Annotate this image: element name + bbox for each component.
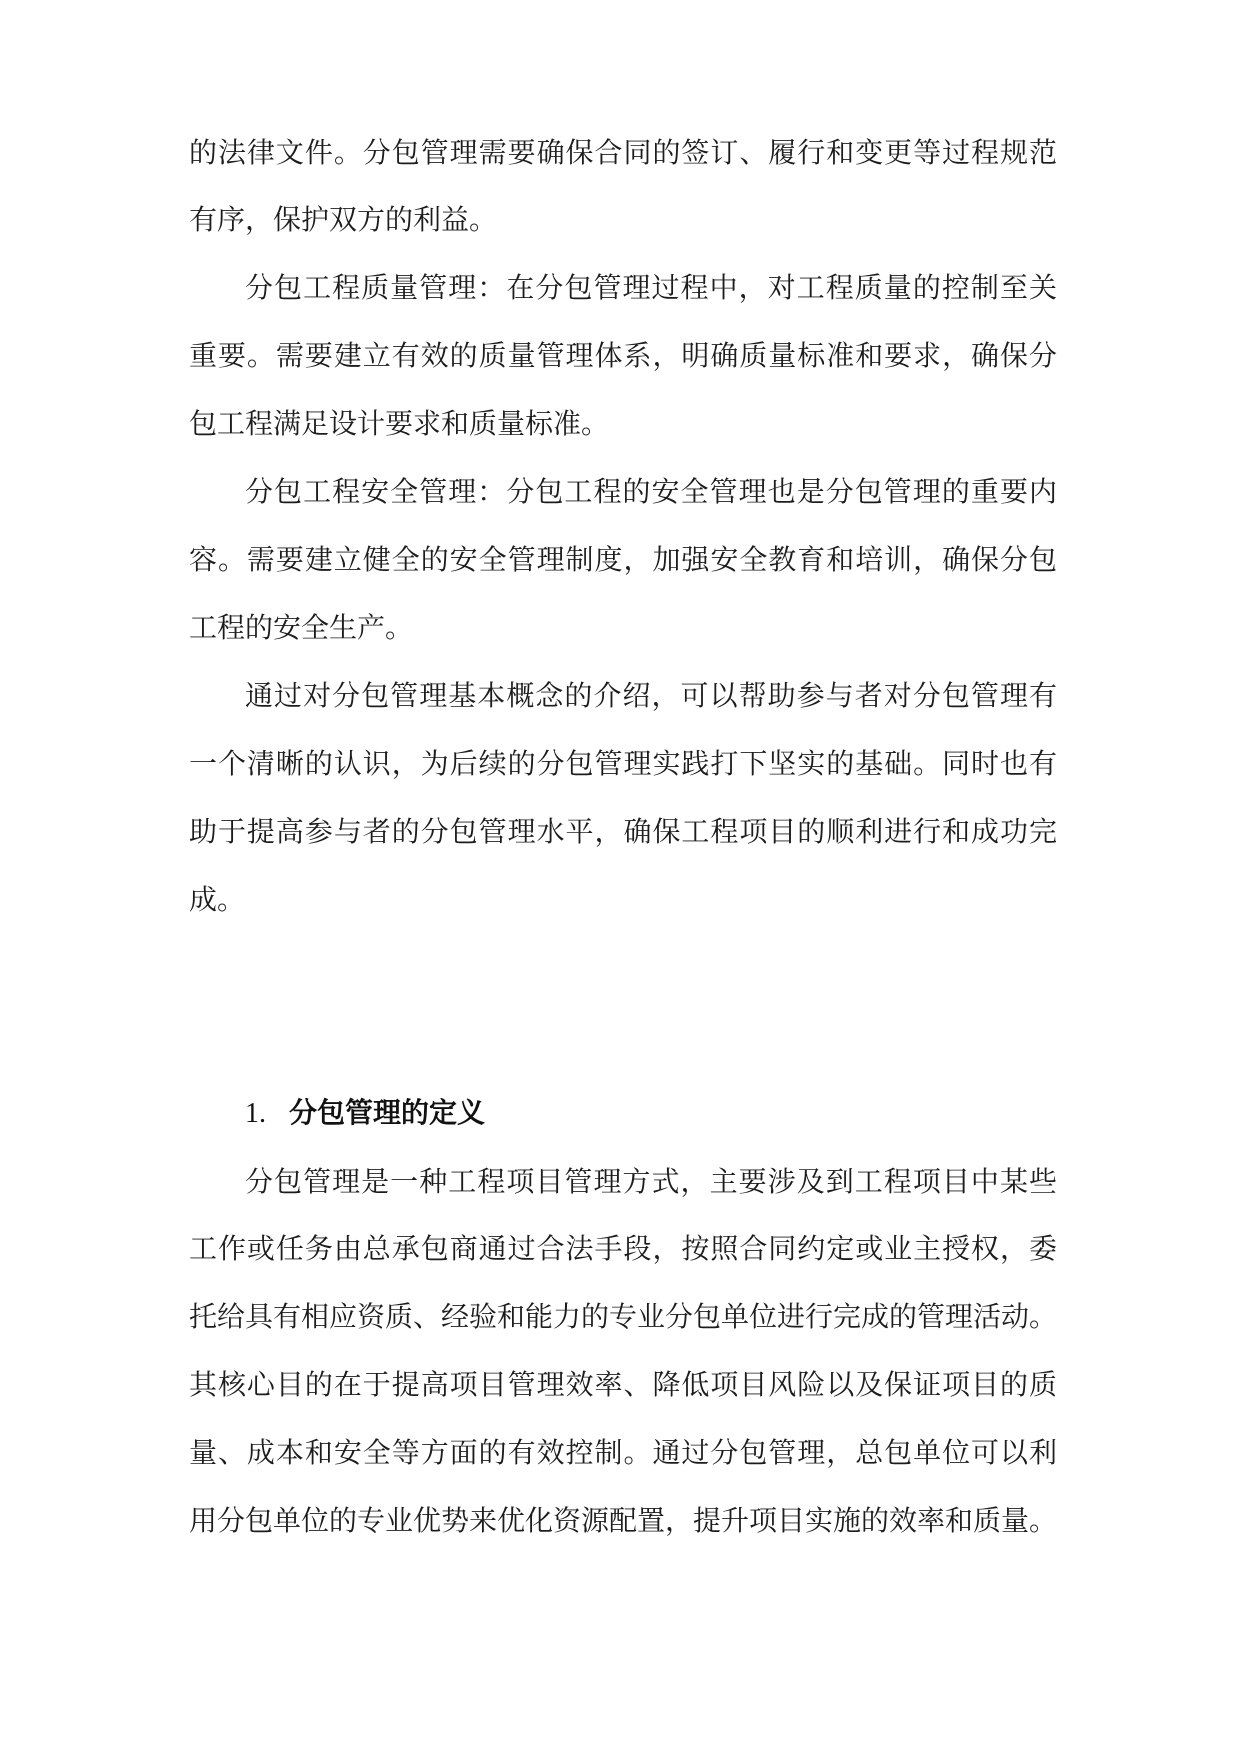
paragraph-1-line-2: 有序，保护双方的利益。 <box>189 203 498 236</box>
paragraph-3-line-1: 分包工程安全管理：分包工程的安全管理也是分包管理的重要内 <box>245 475 1057 508</box>
section-paragraph-line-1: 分包管理是一种工程项目管理方式，主要涉及到工程项目中某些 <box>245 1165 1057 1198</box>
paragraph-2-line-2: 重要。需要建立有效的质量管理体系，明确质量标准和要求，确保分 <box>189 339 1057 372</box>
section-paragraph-line-3: 托给具有相应资质、经验和能力的专业分包单位进行完成的管理活动。 <box>189 1300 1058 1333</box>
section-number: 1. <box>245 1098 266 1129</box>
section-paragraph-line-4: 其核心目的在于提高项目管理效率、降低项目风险以及保证项目的质 <box>189 1368 1057 1401</box>
paragraph-3-line-3: 工程的安全生产。 <box>189 611 414 644</box>
paragraph-3-line-2: 容。需要建立健全的安全管理制度，加强安全教育和培训，确保分包 <box>189 543 1057 576</box>
section-paragraph-line-6: 用分包单位的专业优势来优化资源配置，提升项目实施的效率和质量。 <box>189 1504 1058 1537</box>
paragraph-4-line-3: 助于提高参与者的分包管理水平，确保工程项目的顺利进行和成功完 <box>189 815 1057 848</box>
paragraph-4-line-4: 成。 <box>189 883 246 916</box>
section-paragraph-line-5: 量、成本和安全等方面的有效控制。通过分包管理，总包单位可以利 <box>189 1436 1057 1469</box>
paragraph-4-line-1: 通过对分包管理基本概念的介绍，可以帮助参与者对分包管理有 <box>245 679 1057 712</box>
section-title: 分包管理的定义 <box>289 1096 486 1129</box>
section-paragraph-line-2: 工作或任务由总承包商通过合法手段，按照合同约定或业主授权，委 <box>189 1232 1057 1265</box>
paragraph-2-line-1: 分包工程质量管理：在分包管理过程中，对工程质量的控制至关 <box>245 271 1057 304</box>
paragraph-2-line-3: 包工程满足设计要求和质量标准。 <box>189 407 610 440</box>
section-heading <box>245 1091 485 1135</box>
paragraph-1-line-1: 的法律文件。分包管理需要确保合同的签订、履行和变更等过程规范 <box>189 136 1057 169</box>
paragraph-4-line-2: 一个清晰的认识，为后续的分包管理实践打下坚实的基础。同时也有 <box>189 747 1057 780</box>
